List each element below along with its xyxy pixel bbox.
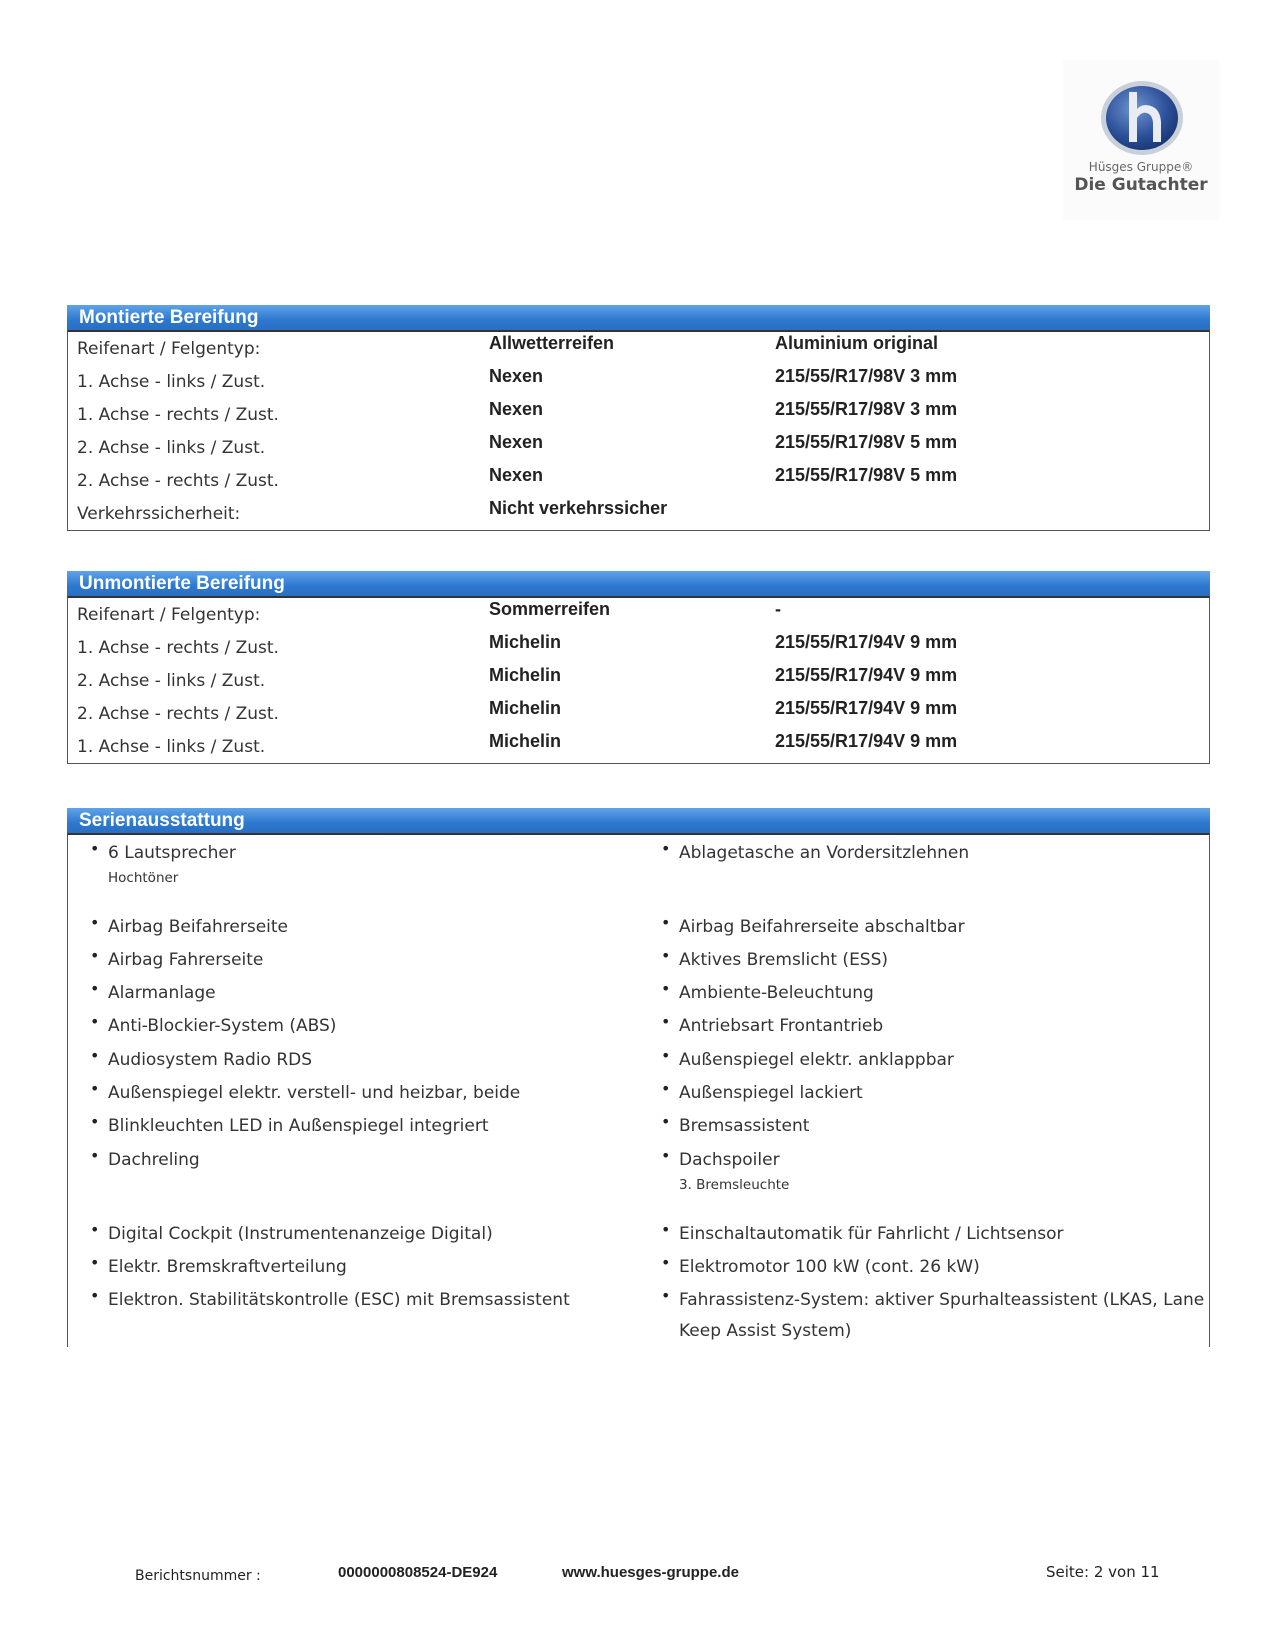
row-value-2: 215/55/R17/94V 9 mm — [775, 632, 958, 652]
row-value-1: Sommerreifen — [489, 599, 611, 619]
company-logo — [1063, 60, 1219, 220]
row-value-2: 215/55/R17/98V 5 mm — [775, 465, 958, 485]
bullet-icon: • — [90, 1146, 100, 1165]
list-item: • Aktives Bremslicht (ESS) — [679, 945, 888, 976]
row-value-2: 215/55/R17/98V 3 mm — [775, 366, 958, 386]
table-row — [68, 497, 1209, 530]
bullet-icon: • — [90, 946, 100, 965]
list-item: • Blinkleuchten LED in Außenspiegel integriert — [108, 1111, 489, 1142]
table-row — [68, 598, 1209, 631]
huesges-logo-icon — [1099, 80, 1185, 160]
table-row — [68, 697, 1209, 730]
list-item: • Außenspiegel lackiert — [679, 1078, 863, 1109]
row-label: 2. Achse - rechts / Zust. — [77, 471, 279, 491]
list-item: • Bremsassistent — [679, 1111, 809, 1142]
section-title: Unmontierte Bereifung — [67, 571, 1210, 596]
row-value-1: Michelin — [489, 731, 562, 751]
section-serienausstattung — [67, 808, 1210, 1347]
bullet-icon: • — [661, 839, 671, 858]
bullet-icon: • — [90, 839, 100, 858]
row-label: 2. Achse - links / Zust. — [77, 438, 266, 458]
bullet-icon: • — [661, 1220, 671, 1239]
list-item: • Einschaltautomatik für Fahrlicht / Lichtsensor — [679, 1219, 1064, 1250]
row-label: 1. Achse - links / Zust. — [77, 372, 266, 392]
bullet-icon: • — [661, 1079, 671, 1098]
list-item-note: Hochtöner — [108, 870, 179, 886]
table-row — [68, 431, 1209, 464]
table-row — [68, 631, 1209, 664]
list-item: • Dachreling — [108, 1145, 200, 1176]
table-row — [68, 365, 1209, 398]
list-item: • Antriebsart Frontantrieb — [679, 1011, 883, 1042]
row-value-2: 215/55/R17/94V 9 mm — [775, 665, 958, 685]
tire-table — [67, 596, 1210, 764]
list-item: • Dachspoiler 3. Bremsleuchte — [679, 1145, 789, 1194]
list-item-note: 3. Bremsleuchte — [679, 1177, 790, 1193]
bullet-icon: • — [90, 1012, 100, 1031]
table-row — [68, 730, 1209, 763]
list-item: • Außenspiegel elektr. anklappbar — [679, 1045, 954, 1076]
bullet-icon: • — [661, 1253, 671, 1272]
bullet-icon: • — [90, 913, 100, 932]
report-number-label: Berichtsnummer : — [135, 1568, 261, 1584]
table-row — [68, 464, 1209, 497]
table-row — [68, 398, 1209, 431]
bullet-icon: • — [661, 1146, 671, 1165]
logo-line-1: Hüsges Gruppe® — [1088, 160, 1194, 174]
list-item: • Airbag Fahrerseite — [108, 945, 263, 976]
row-value-2: 215/55/R17/98V 5 mm — [775, 432, 958, 452]
bullet-icon: • — [661, 1286, 671, 1305]
list-item: • Ablagetasche an Vordersitzlehnen — [679, 838, 969, 869]
list-item: • Anti-Blockier-System (ABS) — [108, 1011, 336, 1042]
bullet-icon: • — [661, 1046, 671, 1065]
section-montierte-bereifung — [67, 305, 1210, 531]
bullet-icon: • — [661, 1012, 671, 1031]
table-row — [68, 332, 1209, 365]
row-label: Reifenart / Felgentyp: — [77, 339, 261, 359]
bullet-icon: • — [661, 1112, 671, 1131]
list-item: • 6 Lautsprecher Hochtöner — [108, 838, 236, 887]
bullet-icon: • — [661, 946, 671, 965]
page-number: Seite: 2 von 11 — [1046, 1563, 1160, 1581]
list-item: • Fahrassistenz-System: aktiver Spurhalteassistent (LKAS, Lane Keep Assist System) — [679, 1285, 1204, 1347]
bullet-icon: • — [661, 913, 671, 932]
bullet-icon: • — [90, 1220, 100, 1239]
section-title: Serienausstattung — [67, 808, 1210, 833]
row-label: 2. Achse - rechts / Zust. — [77, 704, 279, 724]
row-value-2: 215/55/R17/94V 9 mm — [775, 698, 958, 718]
table-row — [68, 664, 1209, 697]
website-link[interactable]: www.huesges-gruppe.de — [562, 1564, 739, 1581]
section-title: Montierte Bereifung — [67, 305, 1210, 330]
row-value-2: 215/55/R17/94V 9 mm — [775, 731, 958, 751]
bullet-icon: • — [90, 1253, 100, 1272]
list-item: • Airbag Beifahrerseite abschaltbar — [679, 912, 965, 943]
list-item: • Airbag Beifahrerseite — [108, 912, 288, 943]
bullet-icon: • — [661, 979, 671, 998]
row-label: 1. Achse - rechts / Zust. — [77, 638, 279, 658]
section-unmontierte-bereifung — [67, 571, 1210, 764]
logo-line-2: Die Gutachter — [1074, 175, 1208, 195]
row-value-1: Michelin — [489, 698, 562, 718]
bullet-icon: • — [90, 1046, 100, 1065]
row-label: Verkehrssicherheit: — [77, 504, 241, 524]
list-item: • Elektron. Stabilitätskontrolle (ESC) mit Bremsassistent — [108, 1285, 570, 1316]
bullet-icon: • — [90, 1286, 100, 1305]
row-value-2: - — [775, 599, 781, 619]
list-item: • Elektr. Bremskraftverteilung — [108, 1252, 347, 1283]
row-value-1: Nexen — [489, 465, 544, 485]
tire-table — [67, 330, 1210, 531]
row-value-1: Michelin — [489, 632, 562, 652]
list-item: • Ambiente-Beleuchtung — [679, 978, 874, 1009]
equipment-list — [67, 833, 1210, 1347]
row-value-1: Nicht verkehrssicher — [489, 498, 668, 518]
row-value-1: Nexen — [489, 432, 544, 452]
list-item: • Audiosystem Radio RDS — [108, 1045, 312, 1076]
list-item: • Digital Cockpit (Instrumentenanzeige Digital) — [108, 1219, 493, 1250]
row-value-2: 215/55/R17/98V 3 mm — [775, 399, 958, 419]
list-item: • Alarmanlage — [108, 978, 216, 1009]
bullet-icon: • — [90, 979, 100, 998]
row-label: Reifenart / Felgentyp: — [77, 605, 261, 625]
row-label: 2. Achse - links / Zust. — [77, 671, 266, 691]
row-label: 1. Achse - links / Zust. — [77, 737, 266, 757]
report-number: 0000000808524-DE924 — [338, 1564, 498, 1581]
list-item: • Außenspiegel elektr. verstell- und heizbar, beide — [108, 1078, 520, 1109]
list-item: • Elektromotor 100 kW (cont. 26 kW) — [679, 1252, 980, 1283]
row-value-1: Allwetterreifen — [489, 333, 615, 353]
row-value-1: Nexen — [489, 399, 544, 419]
row-label: 1. Achse - rechts / Zust. — [77, 405, 279, 425]
bullet-icon: • — [90, 1112, 100, 1131]
bullet-icon: • — [90, 1079, 100, 1098]
row-value-1: Nexen — [489, 366, 544, 386]
row-value-1: Michelin — [489, 665, 562, 685]
row-value-2: Aluminium original — [775, 333, 939, 353]
